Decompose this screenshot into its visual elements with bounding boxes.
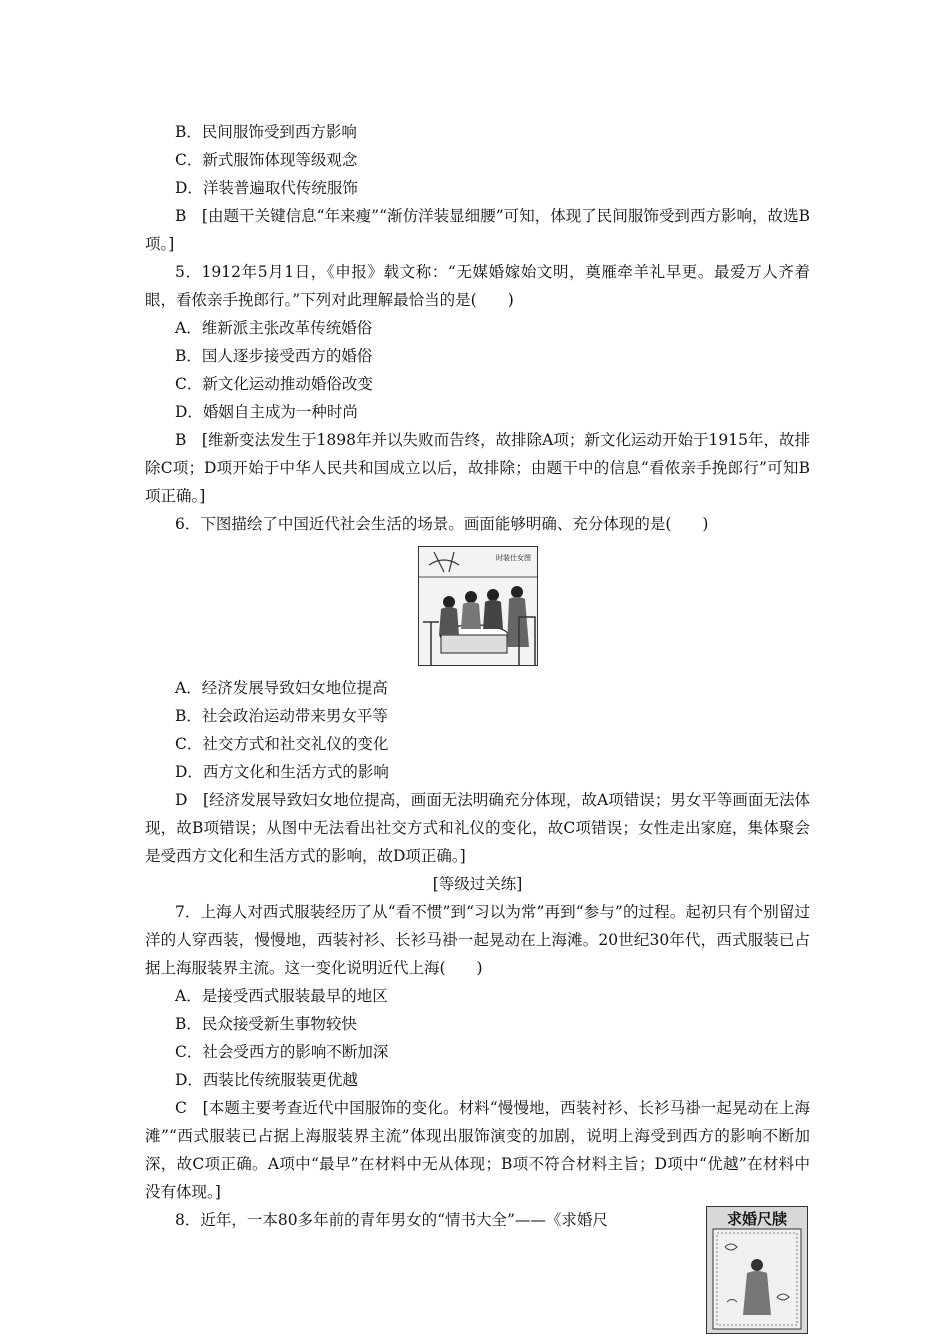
q7-option-a: A．是接受西式服装最早的地区 bbox=[175, 987, 388, 1005]
q7-option-b: B．民众接受新生事物较快 bbox=[175, 1015, 357, 1033]
q6-stem: 6．下图描绘了中国近代社会生活的场景。画面能够明确、充分体现的是( ) bbox=[175, 515, 709, 533]
q7-option-c: C．社会受西方的影响不断加深 bbox=[175, 1043, 389, 1061]
q7-stem: 7．上海人对西式服装经历了从“看不惯”到“习以为常”再到“参与”的过程。起初只有个别留过洋的人穿西装，慢慢地，西装衬衫、长衫马褂一起晃动在上海滩。20世纪30年代，西式服装已占据上海服装界主流。这一变化说明近代上海( ) bbox=[145, 903, 810, 977]
q5-option-d: D．婚姻自主成为一种时尚 bbox=[175, 403, 358, 421]
document-page bbox=[145, 118, 810, 1234]
q6-option-b: B．社会政治运动带来男女平等 bbox=[175, 707, 388, 725]
q6-option-a: A．经济发展导致妇女地位提高 bbox=[175, 679, 388, 697]
book-cover-illustration bbox=[706, 1206, 808, 1334]
q6-option-d: D．西方文化和生活方式的影响 bbox=[175, 763, 389, 781]
q5-answer: B [维新变法发生于1898年并以失败而告终，故排除A项；新文化运动开始于1915年，故排除C项；D项开始于中华人民共和国成立以后，故排除；由题干中的信息“看侬亲手挽郎行”可知B项正确。] bbox=[145, 431, 810, 505]
q6-figure-caption: 时装仕女图 bbox=[495, 554, 531, 562]
q6-illustration bbox=[418, 546, 538, 666]
q6-answer: D [经济发展导致妇女地位提高，画面无法明确充分体现，故A项错误；男女平等画面无法体现，故B项错误；从图中无法看出社交方式和礼仪的变化，故C项错误；女性走出家庭，集体聚会是受西方文化和生活方式的影响，故D项正确。] bbox=[145, 791, 810, 865]
q5-option-b: B．国人逐步接受西方的婚俗 bbox=[175, 347, 373, 365]
section-title: [等级过关练] bbox=[432, 875, 523, 893]
q7-option-d: D．西装比传统服装更优越 bbox=[175, 1071, 358, 1089]
q4-answer: B [由题干关键信息“年来瘦”“渐仿洋装显细腰”可知，体现了民间服饰受到西方影响，故选B项。] bbox=[145, 207, 810, 253]
book-cover-title: 求婚尺牍 bbox=[726, 1210, 788, 1228]
q4-option-b: B．民间服饰受到西方影响 bbox=[175, 123, 357, 141]
q6-option-c: C．社交方式和社交礼仪的变化 bbox=[175, 735, 389, 753]
q5-option-a: A．维新派主张改革传统婚俗 bbox=[175, 319, 373, 337]
q5-stem: 5．1912年5月1日，《申报》载文称：“无媒婚嫁始文明，奠雁牵羊礼早更。最爱万人齐着眼，看侬亲手挽郎行。”下列对此理解最恰当的是( ) bbox=[145, 263, 810, 309]
q4-option-c: C．新式服饰体现等级观念 bbox=[175, 151, 358, 169]
q8-stem: 8．近年，一本80多年前的青年男女的“情书大全”——《求婚尺 bbox=[175, 1211, 608, 1229]
q7-answer: C [本题主要考查近代中国服饰的变化。材料“慢慢地，西装衬衫、长衫马褂一起晃动在上海滩”“西式服装已占据上海服装界主流”体现出服饰演变的加剧，说明上海受到西方的影响不断加深，故C项正确。A项中“最早”在材料中无从体现；B项不符合材料主旨；D项中“优越”在材料中没有体现。] bbox=[145, 1099, 810, 1201]
q5-option-c: C．新文化运动推动婚俗改变 bbox=[175, 375, 373, 393]
q4-option-d: D．洋装普遍取代传统服饰 bbox=[175, 179, 358, 197]
